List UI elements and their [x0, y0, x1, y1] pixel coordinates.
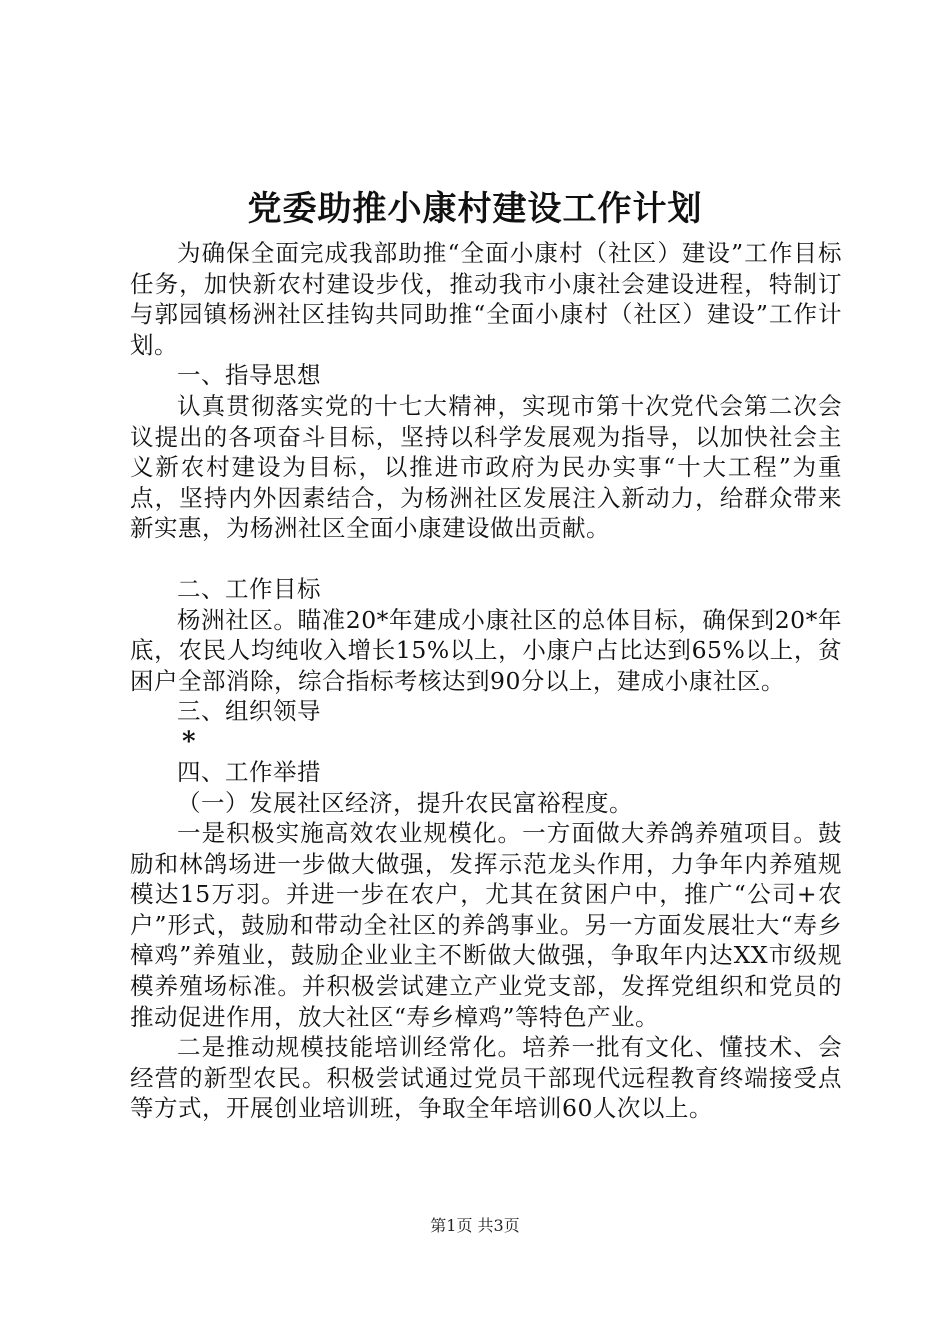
- document-body: [130, 238, 842, 1124]
- document-title: 党委助推小康村建设工作计划: [247, 189, 703, 229]
- intro-paragraph: 为确保全面完成我部助推“全面小康村（社区）建设”工作目标任务，加快新农村建设步伐，推动我市小康社会建设进程，特制订与郭园镇杨洲社区挂钩共同助推“全面小康村（社区）建设”工作计划。: [130, 239, 842, 359]
- measure-one-paragraph: 一是积极实施高效农业规模化。一方面做大养鸽养殖项目。鼓励和林鸽场进一步做大做强，发挥示范龙头作用，力争年内养殖规模达15万羽。并进一步在农户，尤其在贫困户中，推广“公司+农户”形式，鼓励和带动全社区的养鸽事业。另一方面发展壮大“寿乡樟鸡”养殖业，鼓励企业业主不断做大做强，争取年内达XX市级规模养殖场标准。并积极尝试建立产业党支部，发挥党组织和党员的推动促进作用，放大社区“寿乡樟鸡”等特色产业。: [130, 819, 842, 1031]
- section-heading-work-goals: 二、工作目标: [177, 574, 321, 603]
- section-heading-guiding-ideology: 一、指导思想: [177, 361, 321, 390]
- subsection-heading-economy: （一）发展社区经济，提升农民富裕程度。: [177, 788, 633, 817]
- work-goals-paragraph: 杨洲社区。瞄准20*年建成小康社区的总体目标，确保到20*年底，农民人均纯收入增长15%以上，小康户占比达到65%以上，贫困户全部消除，综合指标考核达到90分以上，建成小康社区。: [130, 605, 842, 695]
- guiding-ideology-paragraph: 认真贯彻落实党的十七大精神，实现市第十次党代会第二次会议提出的各项奋斗目标，坚持以科学发展观为指导，以加快社会主义新农村建设为目标，以推进市政府为民办实事“十大工程”为重点，坚持内外因素结合，为杨洲社区发展注入新动力，给群众带来新实惠，为杨洲社区全面小康建设做出贡献。: [130, 391, 842, 543]
- page-footer: 第1页 共3页: [430, 1216, 520, 1235]
- section-heading-organization: 三、组织领导: [177, 697, 321, 726]
- section-heading-work-measures: 四、工作举措: [177, 757, 321, 786]
- measure-two-paragraph: 二是推动规模技能培训经常化。培养一批有文化、懂技术、会经营的新型农民。积极尝试通过党员干部现代远程教育终端接受点等方式，开展创业培训班，争取全年培训60人次以上。: [130, 1033, 842, 1123]
- organization-placeholder: *: [182, 726, 197, 757]
